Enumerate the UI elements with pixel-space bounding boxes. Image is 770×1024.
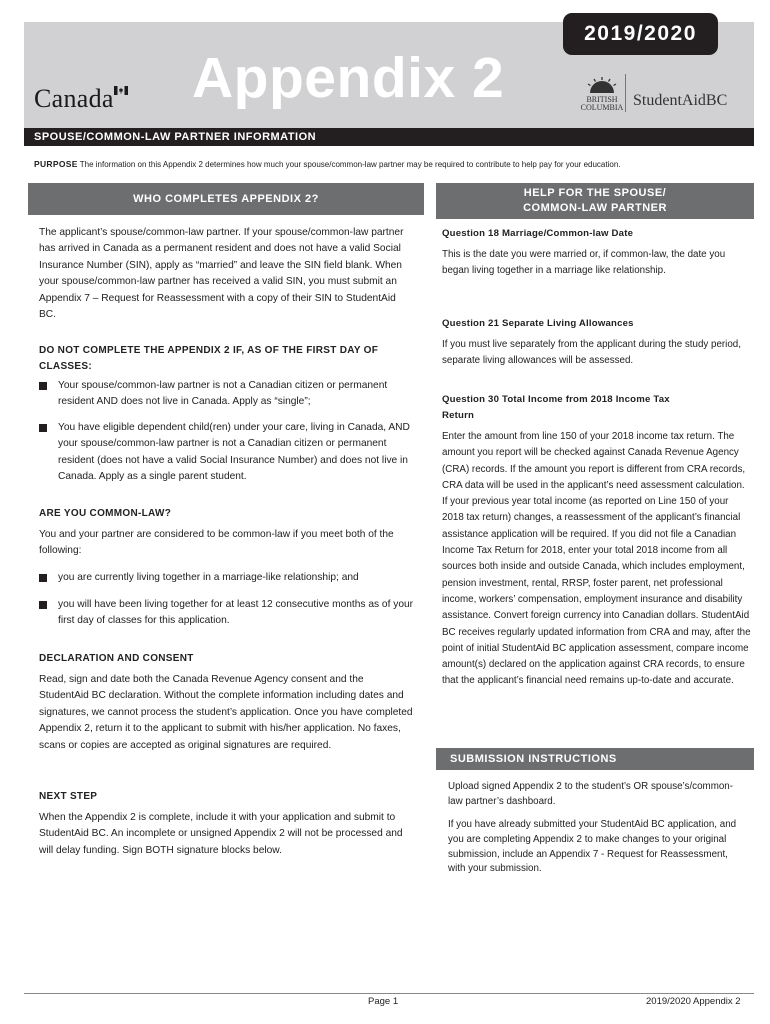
bc-logo-line2: COLUMBIA [580, 103, 624, 112]
declaration-heading: DECLARATION AND CONSENT [39, 653, 194, 664]
submission-heading: SUBMISSION INSTRUCTIONS [436, 748, 754, 770]
studentaid-wordmark: StudentAidBC [633, 92, 728, 109]
common-law-intro: You and your partner are considered to be common-law if you meet both of the following: [39, 529, 394, 557]
footer-doc-label: 2019/2020 Appendix 2 [646, 996, 741, 1007]
q18-text: This is the date you were married or, if common-law, the date you began living together in a marriage like relationship. [442, 249, 726, 277]
help-heading-line2: COMMON-LAW PARTNER [523, 202, 667, 214]
bc-logo-line1: BRITISH [586, 95, 618, 104]
year-badge: 2019/2020 [563, 13, 718, 55]
page-title: Appendix 2 [192, 46, 505, 110]
bullet-square-icon [39, 382, 47, 390]
list-item [39, 597, 414, 630]
canada-wordmark: Canada [34, 84, 114, 113]
bullet-square-icon [39, 574, 47, 582]
help-heading [436, 183, 754, 219]
footer-rule [24, 993, 754, 994]
q18-heading: Question 18 Marriage/Common-law Date [442, 228, 634, 239]
purpose-line [34, 159, 621, 169]
bullet-text: you are currently living together in a marriage-like relationship; and [58, 572, 359, 583]
purpose-text: The information on this Appendix 2 determines how much your spouse/common-law partner may be required to contribute to help pay for your education. [79, 160, 621, 169]
bullet-text: you will have been living together for at least 12 consecutive months as of your first day of classes for this application. [58, 599, 414, 627]
canada-flag-icon [114, 86, 128, 95]
who-completes-heading: WHO COMPLETES APPENDIX 2? [28, 183, 424, 215]
do-not-complete-heading: DO NOT COMPLETE THE APPENDIX 2 IF, AS OF THE FIRST DAY OF CLASSES: [39, 345, 379, 372]
logo-divider [625, 74, 626, 112]
bullet-text: You have eligible dependent child(ren) under your care, living in Canada, AND your spouse/common-law partner is not a Canadian citizen or permanent resident (does not have a valid Social Insurance Number) and does not live in Canada. Apply as a single parent student. [58, 422, 410, 483]
q21-heading: Question 21 Separate Living Allowances [442, 318, 634, 329]
who-completes-text: The applicant’s spouse/common-law partner. If your spouse/common-law partner has arrived in Canada as a permanent resident and does not have a valid Social Insurance Number (SIN), apply as “married” and leave the SIN field blank. When your spouse/common-law partner has received a valid SIN, you must submit an Appendix 7 – Request for Reassessment with a copy of their SIN to StudentAid BC. [39, 227, 404, 321]
next-step-text: When the Appendix 2 is complete, include it with your application and submit to StudentAid BC. An incomplete or unsigned Appendix 2 will not be processed and will delay funding. Sign BOTH signature blocks below. [39, 812, 403, 856]
q30-heading: Question 30 Total Income from 2018 Income Tax Return [442, 394, 670, 421]
bullet-square-icon [39, 424, 47, 432]
submission-text-2: If you have already submitted your StudentAid BC application, and you are completing Appendix 2 to make changes to your original submission, include an Appendix 7 - Request for Reassessment, with your submission. [448, 819, 737, 875]
bc-logo-text [577, 96, 627, 112]
list-item [39, 420, 414, 486]
next-step-heading: NEXT STEP [39, 791, 98, 802]
bullet-text: Your spouse/common-law partner is not a Canadian citizen or permanent resident AND does not live in Canada. Apply as “single”; [58, 380, 388, 408]
list-item [39, 378, 414, 411]
section-title-bar: SPOUSE/COMMON-LAW PARTNER INFORMATION [24, 128, 754, 146]
bullet-square-icon [39, 601, 47, 609]
submission-text-1: Upload signed Appendix 2 to the student’s OR spouse’s/common-law partner’s dashboard. [448, 781, 734, 807]
declaration-text: Read, sign and date both the Canada Revenue Agency consent and the StudentAid BC declaration. Without the complete information including dates and signatures, we cannot process the student’s application. Once you have completed Appendix 2, return it to the applicant to submit with his/her application. No faxes, scans or copies are accepted as original signatures are required. [39, 674, 413, 751]
purpose-label: PURPOSE [34, 159, 78, 169]
help-heading-line1: HELP FOR THE SPOUSE/ [523, 187, 667, 199]
q21-text: If you must live separately from the applicant during the study period, separate living allowances will be assessed. [442, 339, 741, 367]
q30-text: Enter the amount from line 150 of your 2018 income tax return. The amount you report will be checked against Canada Revenue Agency (CRA) records. If the amount you report is different from CRA records, CRA data will be used in the applicant’s need assessment calculation. If your previous year total income (as reported on Line 150 of your 2018 tax return) changes, a reassessment of the applicant’s financial assistance application will be required. If you did not file a Canadian Income Tax Return for 2018, enter your total 2018 income from all sources both inside and outside Canada, which includes employment, pension investment, rental, RRSP, foster parent, net professional income, workers’ compensation, employment insurance and disability assistance. Convert foreign currency into Canadian dollars. StudentAid BC receives regularly updated information from CRA and may, after the point of initial StudentAid BC application assessment, compare income amount(s) declared on the application against CRA records, to ensure that the applicant’s financial need remains up-to-date and accurate. [442, 431, 751, 687]
common-law-heading: ARE YOU COMMON-LAW? [39, 508, 172, 519]
page-number: Page 1 [368, 996, 399, 1007]
list-item [39, 570, 414, 586]
